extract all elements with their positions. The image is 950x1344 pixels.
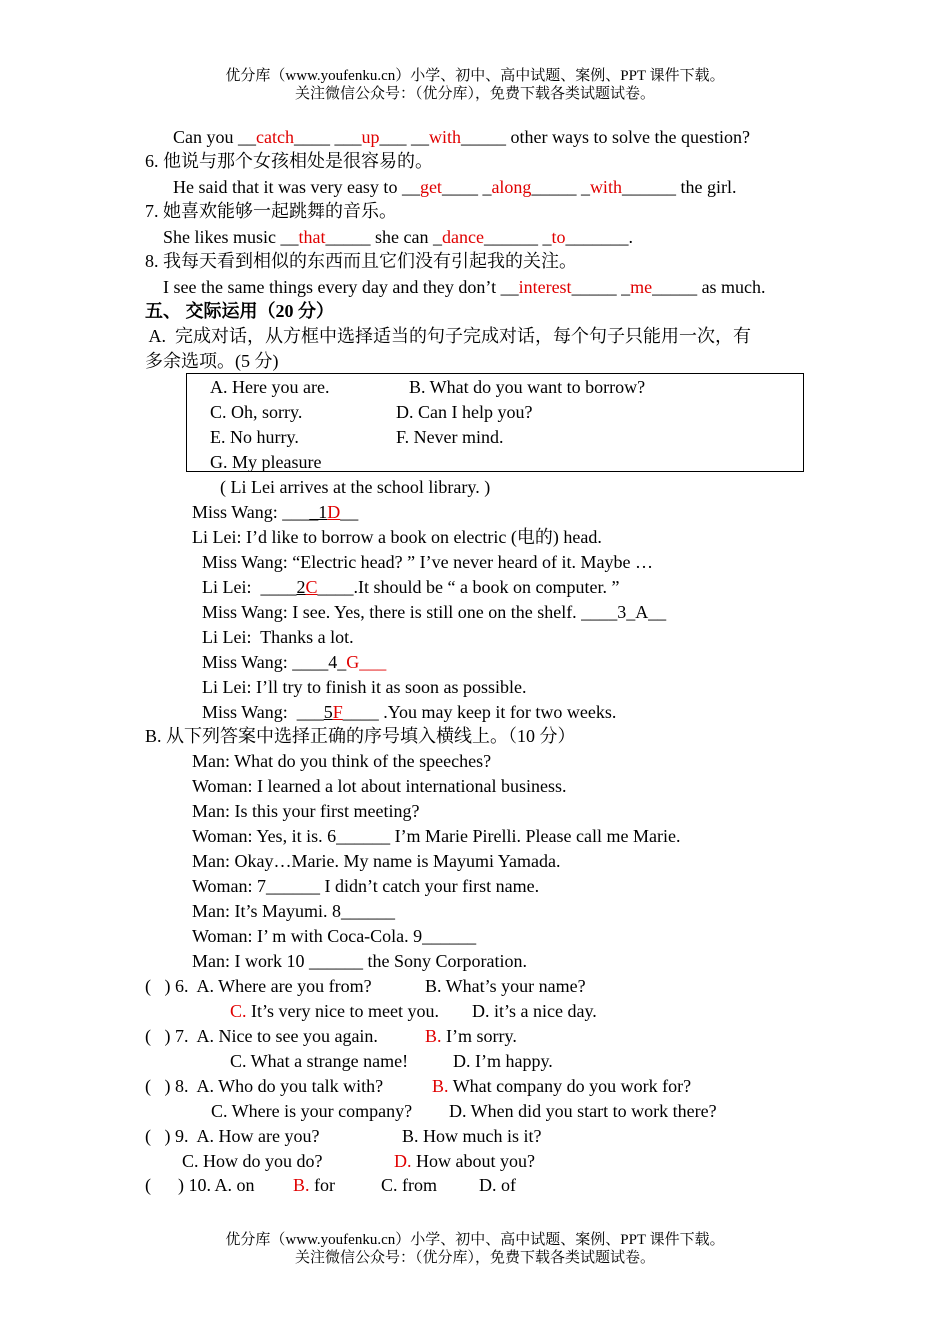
q7-option-c: C. What a strange name! [230, 1051, 409, 1071]
q6-option-d: D. it’s a nice day. [472, 1001, 597, 1021]
header-line-2: 关注微信公众号：（优分库），免费下载各类试题试卷。 [294, 86, 655, 102]
page-footer [0, 1231, 950, 1267]
option-d: D. Can I help you? [396, 402, 533, 422]
part-a-instruction-2: 多余选项。(5 分) [145, 351, 279, 371]
dialog-b-line: Man: I work 10 ______ the Sony Corporation. [192, 951, 527, 971]
option-b: B. What do you want to borrow? [409, 377, 646, 397]
dialog-b-line: Man: It’s Mayumi. 8______ [192, 901, 395, 921]
q5-english: Can you __catch____ ___up___ __with_____ other ways to solve the question? [173, 127, 750, 147]
q6-option-a: ( ) 6. A. Where are you from? [145, 976, 372, 996]
q10-option-c: C. from [381, 1175, 437, 1195]
part-a-instruction-1: A. 完成对话，从方框中选择适当的句子完成对话，每个句子只能用一次，有 [145, 326, 752, 346]
dialog-a-line-2: Li Lei: I’d like to borrow a book on electric (电的) head. [192, 527, 602, 547]
q8-option-c: C. Where is your company? [211, 1101, 413, 1121]
q7-english: She likes music __that_____ she can _dance______ _to_______. [163, 227, 633, 247]
dialog-a-line-1: Miss Wang: ____1D__ [192, 502, 359, 522]
option-g: G. My pleasure [210, 452, 322, 472]
q8-english: I see the same things every day and they don’t __interest_____ _me_____ as much. [163, 277, 766, 297]
q7-chinese: 7. 她喜欢能够一起跳舞的音乐。 [145, 201, 397, 221]
dialog-a-line-5: Miss Wang: I see. Yes, there is still one on the shelf. ____3_A__ [202, 602, 667, 622]
option-c: C. Oh, sorry. [210, 402, 303, 422]
dialog-a-line-9: Miss Wang: ___5F____ .You may keep it for two weeks. [202, 702, 617, 722]
dialog-b-line: Woman: I’ m with Coca-Cola. 9______ [192, 926, 477, 946]
dialog-b-line: Woman: Yes, it is. 6______ I’m Marie Pirelli. Please call me Marie. [192, 826, 681, 846]
footer-line-1: 优分库（www.youfenku.cn）小学、初中、高中试题、案例、PPT 课件下载。 [225, 1232, 725, 1248]
dialog-b-line: Woman: 7______ I didn’t catch your first name. [192, 876, 540, 896]
q10-option-d: D. of [479, 1175, 516, 1195]
q7-option-b: B. I’m sorry. [425, 1026, 517, 1046]
dialog-a-scene: ( Li Lei arrives at the school library. ) [220, 477, 491, 497]
q9-option-a: ( ) 9. A. How are you? [145, 1126, 320, 1146]
dialog-a-line-7: Miss Wang: ____4_G___ [202, 652, 387, 672]
dialog-b-line: Man: Is this your first meeting? [192, 801, 420, 821]
part-b-instruction: B. 从下列答案中选择正确的序号填入横线上。（10 分） [145, 726, 576, 746]
q7-option-d: D. I’m happy. [453, 1051, 553, 1071]
q10-option-b: B. for [293, 1175, 336, 1195]
q9-option-b: B. How much is it? [402, 1126, 542, 1146]
q6-chinese: 6. 他说与那个女孩相处是很容易的。 [145, 151, 433, 171]
q9-option-c: C. How do you do? [182, 1151, 323, 1171]
page-header [0, 67, 950, 103]
option-a: A. Here you are. [210, 377, 330, 397]
dialog-a-line-8: Li Lei: I’ll try to finish it as soon as possible. [202, 677, 527, 697]
dialog-b-line: Man: Okay…Marie. My name is Mayumi Yamada. [192, 851, 561, 871]
q10-option-a: ( ) 10. A. on [145, 1175, 255, 1195]
q8-option-b: B. What company do you work for? [432, 1076, 692, 1096]
header-line-1: 优分库（www.youfenku.cn）小学、初中、高中试题、案例、PPT 课件下载。 [225, 68, 725, 84]
dialog-b-line: Man: What do you think of the speeches? [192, 751, 492, 771]
q9-option-d: D. How about you? [394, 1151, 535, 1171]
option-e: E. No hurry. [210, 427, 299, 447]
q8-option-a: ( ) 8. A. Who do you talk with? [145, 1076, 384, 1096]
footer-line-2: 关注微信公众号：（优分库），免费下载各类试题试卷。 [294, 1250, 655, 1266]
q6-option-c: C. It’s very nice to meet you. [230, 1001, 439, 1021]
dialog-a-line-3: Miss Wang: “Electric head? ” I’ve never heard of it. Maybe … [202, 552, 654, 572]
q6-option-b: B. What’s your name? [425, 976, 586, 996]
q7-option-a: ( ) 7. A. Nice to see you again. [145, 1026, 378, 1046]
q6-english: He said that it was very easy to __get____ _along_____ _with______ the girl. [173, 177, 737, 197]
dialog-a-line-6: Li Lei: Thanks a lot. [202, 627, 354, 647]
q8-chinese: 8. 我每天看到相似的东西而且它们没有引起我的关注。 [145, 251, 577, 271]
q8-option-d: D. When did you start to work there? [449, 1101, 717, 1121]
section-title: 五、 交际运用（20 分） [145, 301, 334, 321]
dialog-b-line: Woman: I learned a lot about international business. [192, 776, 567, 796]
option-f: F. Never mind. [396, 427, 504, 447]
dialog-a-line-4: Li Lei: ____2C____.It should be “ a book on computer. ” [202, 577, 620, 597]
